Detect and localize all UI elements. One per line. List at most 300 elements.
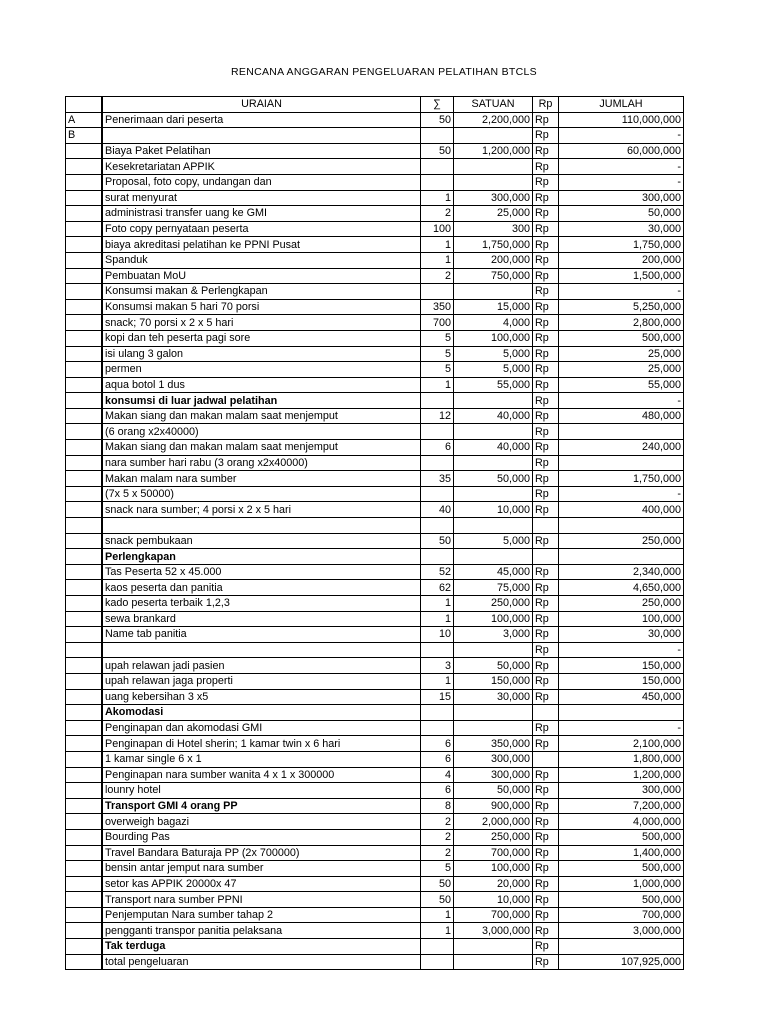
table-row [66,658,684,674]
amount-cell: 110,000,000 [559,112,684,128]
unit-price-cell: 100,000 [454,330,533,346]
code-cell [66,736,102,752]
description-cell: kado peserta terbaik 1,2,3 [103,596,421,612]
unit-price-cell: 30,000 [454,689,533,705]
amount-cell: 30,000 [559,627,684,643]
table-row [66,689,684,705]
code-cell [66,346,102,362]
currency-cell: Rp [533,673,559,689]
quantity-cell: 40 [421,502,454,518]
quantity-cell: 5 [421,861,454,877]
amount-cell: 7,200,000 [559,798,684,814]
table-row [66,564,684,580]
currency-cell: Rp [533,128,559,144]
currency-cell: Rp [533,486,559,502]
table-row [66,268,684,284]
amount-cell: - [559,128,684,144]
amount-cell: 400,000 [559,502,684,518]
quantity-cell: 5 [421,330,454,346]
budget-table [65,96,684,970]
code-cell [66,611,102,627]
quantity-cell [421,424,454,440]
code-cell [66,798,102,814]
code-cell [66,237,102,253]
code-cell [66,143,102,159]
unit-price-cell: 5,000 [454,533,533,549]
description-cell: Penjemputan Nara sumber tahap 2 [103,907,421,923]
unit-price-cell: 20,000 [454,876,533,892]
quantity-cell: 50 [421,892,454,908]
amount-cell: 500,000 [559,892,684,908]
code-cell [66,424,102,440]
table-row [66,221,684,237]
amount-cell [559,705,684,721]
description-cell: Tak terduga [103,939,421,955]
quantity-cell: 35 [421,471,454,487]
description-cell: Name tab panitia [103,627,421,643]
table-row [66,471,684,487]
unit-price-cell: 250,000 [454,829,533,845]
amount-cell: 25,000 [559,362,684,378]
currency-cell: Rp [533,502,559,518]
currency-cell: Rp [533,315,559,331]
quantity-cell: 1 [421,907,454,923]
code-cell [66,440,102,456]
currency-cell: Rp [533,580,559,596]
description-cell: Penerimaan dari peserta [103,112,421,128]
currency-cell: Rp [533,377,559,393]
description-cell: upah relawan jaga properti [103,673,421,689]
quantity-cell: 8 [421,798,454,814]
page-title: RENCANA ANGGARAN PENGELUARAN PELATIHAN BTCLS [231,66,537,78]
unit-price-cell: 40,000 [454,440,533,456]
code-cell [66,767,102,783]
amount-cell: 300,000 [559,190,684,206]
amount-cell: 1,500,000 [559,268,684,284]
code-cell [66,907,102,923]
currency-cell: Rp [533,627,559,643]
currency-cell: Rp [533,658,559,674]
unit-price-cell [454,518,533,534]
table-row [66,892,684,908]
currency-cell: Rp [533,783,559,799]
unit-price-cell: 5,000 [454,362,533,378]
table-row [66,783,684,799]
quantity-cell: 1 [421,377,454,393]
currency-cell: Rp [533,611,559,627]
description-cell: snack; 70 porsi x 2 x 5 hari [103,315,421,331]
amount-cell: 250,000 [559,533,684,549]
table-row [66,549,684,565]
description-cell [103,642,421,658]
currency-cell [533,549,559,565]
table-row [66,767,684,783]
description-cell: Penginapan di Hotel sherin; 1 kamar twin x 6 hari [103,736,421,752]
amount-cell: 300,000 [559,783,684,799]
code-cell [66,315,102,331]
table-row [66,206,684,222]
amount-cell: 150,000 [559,673,684,689]
description-cell: total pengeluaran [103,954,421,970]
amount-cell [559,549,684,565]
currency-cell: Rp [533,767,559,783]
table-row [66,455,684,471]
table-row [66,393,684,409]
code-cell [66,751,102,767]
code-cell [66,658,102,674]
code-cell [66,845,102,861]
quantity-cell: 2 [421,814,454,830]
currency-cell: Rp [533,861,559,877]
description-cell: Konsumsi makan & Perlengkapan [103,284,421,300]
description-cell: Transport GMI 4 orang PP [103,798,421,814]
code-cell [66,518,102,534]
unit-price-cell: 55,000 [454,377,533,393]
currency-cell: Rp [533,455,559,471]
table-row [66,533,684,549]
code-cell [66,627,102,643]
code-cell [66,720,102,736]
unit-price-cell: 300 [454,221,533,237]
table-row [66,486,684,502]
amount-cell: 107,925,000 [559,954,684,970]
table-row [66,284,684,300]
description-cell [103,518,421,534]
quantity-cell [421,159,454,175]
quantity-cell: 6 [421,751,454,767]
table-row [66,861,684,877]
amount-cell: - [559,159,684,175]
code-cell [66,580,102,596]
code-cell [66,362,102,378]
currency-cell: Rp [533,954,559,970]
amount-cell: 55,000 [559,377,684,393]
amount-cell: - [559,720,684,736]
code-cell [66,455,102,471]
description-cell: Biaya Paket Pelatihan [103,143,421,159]
description-cell: nara sumber hari rabu (3 orang x2x40000) [103,455,421,471]
description-cell: lounry hotel [103,783,421,799]
code-cell [66,923,102,939]
table-row [66,502,684,518]
amount-cell: - [559,393,684,409]
description-cell: biaya akreditasi pelatihan ke PPNI Pusat [103,237,421,253]
amount-cell: 150,000 [559,658,684,674]
currency-cell: Rp [533,143,559,159]
table-row [66,518,684,534]
currency-cell: Rp [533,330,559,346]
table-row [66,346,684,362]
unit-price-cell [454,549,533,565]
table-row [66,736,684,752]
currency-cell: Rp [533,814,559,830]
amount-cell: 240,000 [559,440,684,456]
quantity-cell: 10 [421,627,454,643]
currency-cell: Rp [533,159,559,175]
description-cell: bensin antar jemput nara sumber [103,861,421,877]
code-cell [66,861,102,877]
table-row [66,829,684,845]
code-cell: B [66,128,102,144]
description-cell: Proposal, foto copy, undangan dan [103,174,421,190]
quantity-cell: 50 [421,876,454,892]
currency-cell: Rp [533,736,559,752]
amount-cell: 100,000 [559,611,684,627]
unit-price-cell: 25,000 [454,206,533,222]
table-row [66,159,684,175]
amount-cell: 500,000 [559,861,684,877]
description-cell: Perlengkapan [103,549,421,565]
description-cell [103,128,421,144]
currency-cell [533,518,559,534]
column-header-amount: JUMLAH [559,97,684,113]
amount-cell: 500,000 [559,330,684,346]
unit-price-cell [454,954,533,970]
quantity-cell [421,518,454,534]
quantity-cell [421,174,454,190]
code-cell [66,408,102,424]
quantity-cell [421,486,454,502]
table-row [66,143,684,159]
unit-price-cell: 900,000 [454,798,533,814]
quantity-cell: 1 [421,923,454,939]
unit-price-cell: 75,000 [454,580,533,596]
quantity-cell: 2 [421,845,454,861]
table-row [66,673,684,689]
table-row [66,330,684,346]
quantity-cell: 50 [421,112,454,128]
code-cell [66,159,102,175]
table-row [66,845,684,861]
table-row [66,299,684,315]
code-cell [66,564,102,580]
table-row [66,596,684,612]
table-row [66,876,684,892]
amount-cell: 700,000 [559,907,684,923]
currency-cell: Rp [533,471,559,487]
unit-price-cell [454,393,533,409]
code-cell: A [66,112,102,128]
code-cell [66,939,102,955]
quantity-cell [421,939,454,955]
code-cell [66,330,102,346]
currency-cell [533,751,559,767]
unit-price-cell: 300,000 [454,190,533,206]
quantity-cell [421,549,454,565]
description-cell: Bourding Pas [103,829,421,845]
quantity-cell: 52 [421,564,454,580]
unit-price-cell: 50,000 [454,471,533,487]
unit-price-cell: 40,000 [454,408,533,424]
amount-cell: - [559,284,684,300]
description-cell: sewa brankard [103,611,421,627]
code-cell [66,174,102,190]
amount-cell: 200,000 [559,252,684,268]
currency-cell: Rp [533,533,559,549]
currency-cell: Rp [533,939,559,955]
currency-cell: Rp [533,299,559,315]
currency-cell: Rp [533,284,559,300]
quantity-cell: 6 [421,783,454,799]
quantity-cell: 1 [421,237,454,253]
amount-cell: - [559,174,684,190]
currency-cell: Rp [533,564,559,580]
amount-cell: 2,100,000 [559,736,684,752]
description-cell: Konsumsi makan 5 hari 70 porsi [103,299,421,315]
code-cell [66,705,102,721]
currency-cell: Rp [533,408,559,424]
quantity-cell: 3 [421,658,454,674]
quantity-cell [421,284,454,300]
table-row [66,128,684,144]
unit-price-cell [454,705,533,721]
unit-price-cell: 3,000 [454,627,533,643]
code-cell [66,221,102,237]
table-row [66,315,684,331]
unit-price-cell [454,128,533,144]
currency-cell: Rp [533,907,559,923]
quantity-cell: 50 [421,143,454,159]
quantity-cell: 100 [421,221,454,237]
table-row [66,627,684,643]
description-cell: 1 kamar single 6 x 1 [103,751,421,767]
unit-price-cell: 4,000 [454,315,533,331]
description-cell: konsumsi di luar jadwal pelatihan [103,393,421,409]
unit-price-cell [454,424,533,440]
description-cell: pengganti transpor panitia pelaksana [103,923,421,939]
unit-price-cell: 3,000,000 [454,923,533,939]
table-row [66,580,684,596]
description-cell: Makan malam nara sumber [103,471,421,487]
quantity-cell: 1 [421,673,454,689]
code-cell [66,814,102,830]
description-cell: Kesekretariatan APPIK [103,159,421,175]
description-cell: Makan siang dan makan malam saat menjemput [103,408,421,424]
unit-price-cell: 100,000 [454,861,533,877]
column-header-unit-price: SATUAN [454,97,533,113]
amount-cell: 500,000 [559,829,684,845]
description-cell: administrasi transfer uang ke GMI [103,206,421,222]
code-cell [66,954,102,970]
currency-cell: Rp [533,362,559,378]
quantity-cell [421,720,454,736]
table-row [66,252,684,268]
code-cell [66,502,102,518]
unit-price-cell: 10,000 [454,502,533,518]
table-row [66,440,684,456]
currency-cell: Rp [533,845,559,861]
description-cell: aqua botol 1 dus [103,377,421,393]
description-cell: Spanduk [103,252,421,268]
description-cell: snack nara sumber; 4 porsi x 2 x 5 hari [103,502,421,518]
currency-cell: Rp [533,720,559,736]
amount-cell: 1,750,000 [559,237,684,253]
quantity-cell [421,705,454,721]
code-cell [66,471,102,487]
unit-price-cell: 250,000 [454,596,533,612]
quantity-cell [421,393,454,409]
amount-cell: 1,000,000 [559,876,684,892]
unit-price-cell [454,939,533,955]
code-cell [66,549,102,565]
table-row [66,705,684,721]
table-row [66,751,684,767]
code-cell [66,533,102,549]
column-header-code [66,97,102,113]
quantity-cell: 2 [421,829,454,845]
amount-cell: - [559,642,684,658]
currency-cell: Rp [533,892,559,908]
amount-cell [559,424,684,440]
amount-cell [559,518,684,534]
code-cell [66,876,102,892]
unit-price-cell: 1,750,000 [454,237,533,253]
currency-cell: Rp [533,642,559,658]
currency-cell [533,705,559,721]
description-cell: Penginapan nara sumber wanita 4 x 1 x 300000 [103,767,421,783]
quantity-cell [421,455,454,471]
description-cell: Foto copy pernyataan peserta [103,221,421,237]
unit-price-cell: 700,000 [454,907,533,923]
table-row [66,814,684,830]
currency-cell: Rp [533,252,559,268]
description-cell: isi ulang 3 galon [103,346,421,362]
description-cell: Akomodasi [103,705,421,721]
table-row [66,642,684,658]
table-row [66,408,684,424]
amount-cell: 2,800,000 [559,315,684,331]
currency-cell: Rp [533,440,559,456]
description-cell: kaos peserta dan panitia [103,580,421,596]
code-cell [66,268,102,284]
amount-cell: 60,000,000 [559,143,684,159]
code-cell [66,892,102,908]
table-row [66,611,684,627]
amount-cell: 1,800,000 [559,751,684,767]
unit-price-cell [454,284,533,300]
code-cell [66,393,102,409]
table-row [66,190,684,206]
description-cell: snack pembukaan [103,533,421,549]
quantity-cell [421,642,454,658]
amount-cell: 25,000 [559,346,684,362]
amount-cell: 3,000,000 [559,923,684,939]
description-cell: permen [103,362,421,378]
unit-price-cell [454,159,533,175]
currency-cell: Rp [533,876,559,892]
unit-price-cell [454,455,533,471]
unit-price-cell: 100,000 [454,611,533,627]
code-cell [66,783,102,799]
table-header-row [66,97,684,113]
table-row [66,377,684,393]
currency-cell: Rp [533,206,559,222]
code-cell [66,252,102,268]
quantity-cell: 350 [421,299,454,315]
currency-cell: Rp [533,798,559,814]
unit-price-cell: 200,000 [454,252,533,268]
amount-cell: 30,000 [559,221,684,237]
description-cell: Transport nara sumber PPNI [103,892,421,908]
unit-price-cell [454,486,533,502]
unit-price-cell: 10,000 [454,892,533,908]
code-cell [66,377,102,393]
table-row [66,798,684,814]
currency-cell: Rp [533,346,559,362]
amount-cell [559,455,684,471]
table-row [66,237,684,253]
description-cell: uang kebersihan 3 x5 [103,689,421,705]
